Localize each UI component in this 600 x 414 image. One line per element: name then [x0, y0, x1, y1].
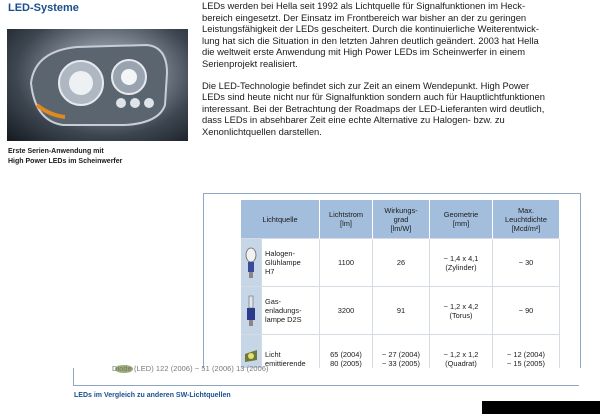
luminance-value: ~ 90	[493, 287, 560, 335]
header-lichtstrom: Lichtstrom [lm]	[320, 200, 373, 239]
black-block	[482, 401, 600, 414]
figure-frame-left	[73, 368, 74, 386]
text-line: Leistungsfähigkeit der LEDs gescheitert. Durch die kontinuierliche Weiterentwick-	[202, 23, 539, 35]
text-line: LEDs werden bei Hella seit 1992 als Lichtquelle für Signalfunktionen im Heck-	[202, 0, 526, 11]
section-title: LED-Systeme	[8, 2, 79, 14]
headlamp-image	[29, 43, 169, 127]
text-line: Serienprojekt realisiert.	[202, 57, 298, 69]
geometry-value: ~ 1,4 x 4,1 (Zylinder)	[430, 239, 493, 287]
text-line: interessant. Bei der Betrachtung der Roadmaps der LED-Lieferanten wird deutlich,	[202, 102, 545, 114]
header-lichtquelle: Lichtquelle	[241, 200, 320, 239]
text-line: Xenonlichtquellen darstellen.	[202, 125, 322, 137]
flux-value: 65 (2004) 80 (2005)	[320, 335, 373, 371]
figure-frame-bottom	[73, 385, 579, 386]
table-row	[241, 287, 560, 335]
efficiency-value: 91	[373, 287, 430, 335]
halogen-bulb-icon	[241, 239, 262, 287]
luminance-value: ~ 12 (2004) ~ 15 (2005)	[493, 335, 560, 371]
text-line: dass LEDs in absehbarer Zeit eine echte Alternative zu Halogen- bzw. zu	[202, 114, 505, 126]
paragraph-2	[202, 80, 594, 138]
header-geometrie: Geometrie [mm]	[430, 200, 493, 239]
text-line: LEDs sind heute nicht nur für Signalfunktion sondern auch für Hauptlichtfunktionen	[202, 91, 545, 103]
geometry-value: ~ 1,2 x 4,2 (Torus)	[430, 287, 493, 335]
table-row	[241, 335, 560, 371]
source-name: Licht emittierende	[262, 335, 320, 371]
text-line: Die LED-Technologie befindet sich zur Zeit an einem Wendepunkt. High Power	[202, 79, 530, 91]
efficiency-value: 26	[373, 239, 430, 287]
header-leuchtdichte: Max. Leuchtdichte [Mcd/m²]	[493, 200, 560, 239]
light-source-table	[241, 200, 560, 370]
table-header-row	[241, 200, 560, 239]
flux-value: 1100	[320, 239, 373, 287]
render-glitch-strip	[0, 368, 600, 386]
ghost-table-row: Diode (LED) 122 (2006) ~ 51 (2006) 13 (2006)	[112, 364, 269, 373]
photo-caption	[8, 147, 188, 167]
headlamp-photo	[7, 29, 188, 141]
figure-caption: LEDs im Vergleich zu anderen SW-Lichtquellen	[74, 392, 231, 399]
table-row	[241, 239, 560, 287]
text-line: bereich eingesetzt. Der Einsatz im Frontbereich war bisher an der zu geringen	[202, 11, 527, 23]
photo-caption-line: Erste Serien-Anwendung mit	[8, 148, 104, 155]
source-name: Halogen- Glühlampe H7	[262, 239, 320, 287]
efficiency-value: ~ 27 (2004) ~ 33 (2005)	[373, 335, 430, 371]
flux-value: 3200	[320, 287, 373, 335]
text-line: die weltweit erste Anwendung mit High Power LEDs im Scheinwerfer in einem	[202, 46, 526, 58]
text-line: lung hat sich die Situation in den letzten Jahren deutlich geändert. 2003 hat Hella	[202, 34, 539, 46]
xenon-bulb-icon	[241, 287, 262, 335]
header-wirkungsgrad: Wirkungs- grad [lm/W]	[373, 200, 430, 239]
photo-caption-line: High Power LEDs im Scheinwerfer	[8, 158, 123, 165]
luminance-value: ~ 30	[493, 239, 560, 287]
source-name: Gas- enladungs- lampe D2S	[262, 287, 320, 335]
comparison-figure	[203, 193, 581, 370]
article-text	[202, 0, 594, 148]
geometry-value: ~ 1,2 x 1,2 (Quadrat)	[430, 335, 493, 371]
paragraph-1	[202, 0, 594, 70]
